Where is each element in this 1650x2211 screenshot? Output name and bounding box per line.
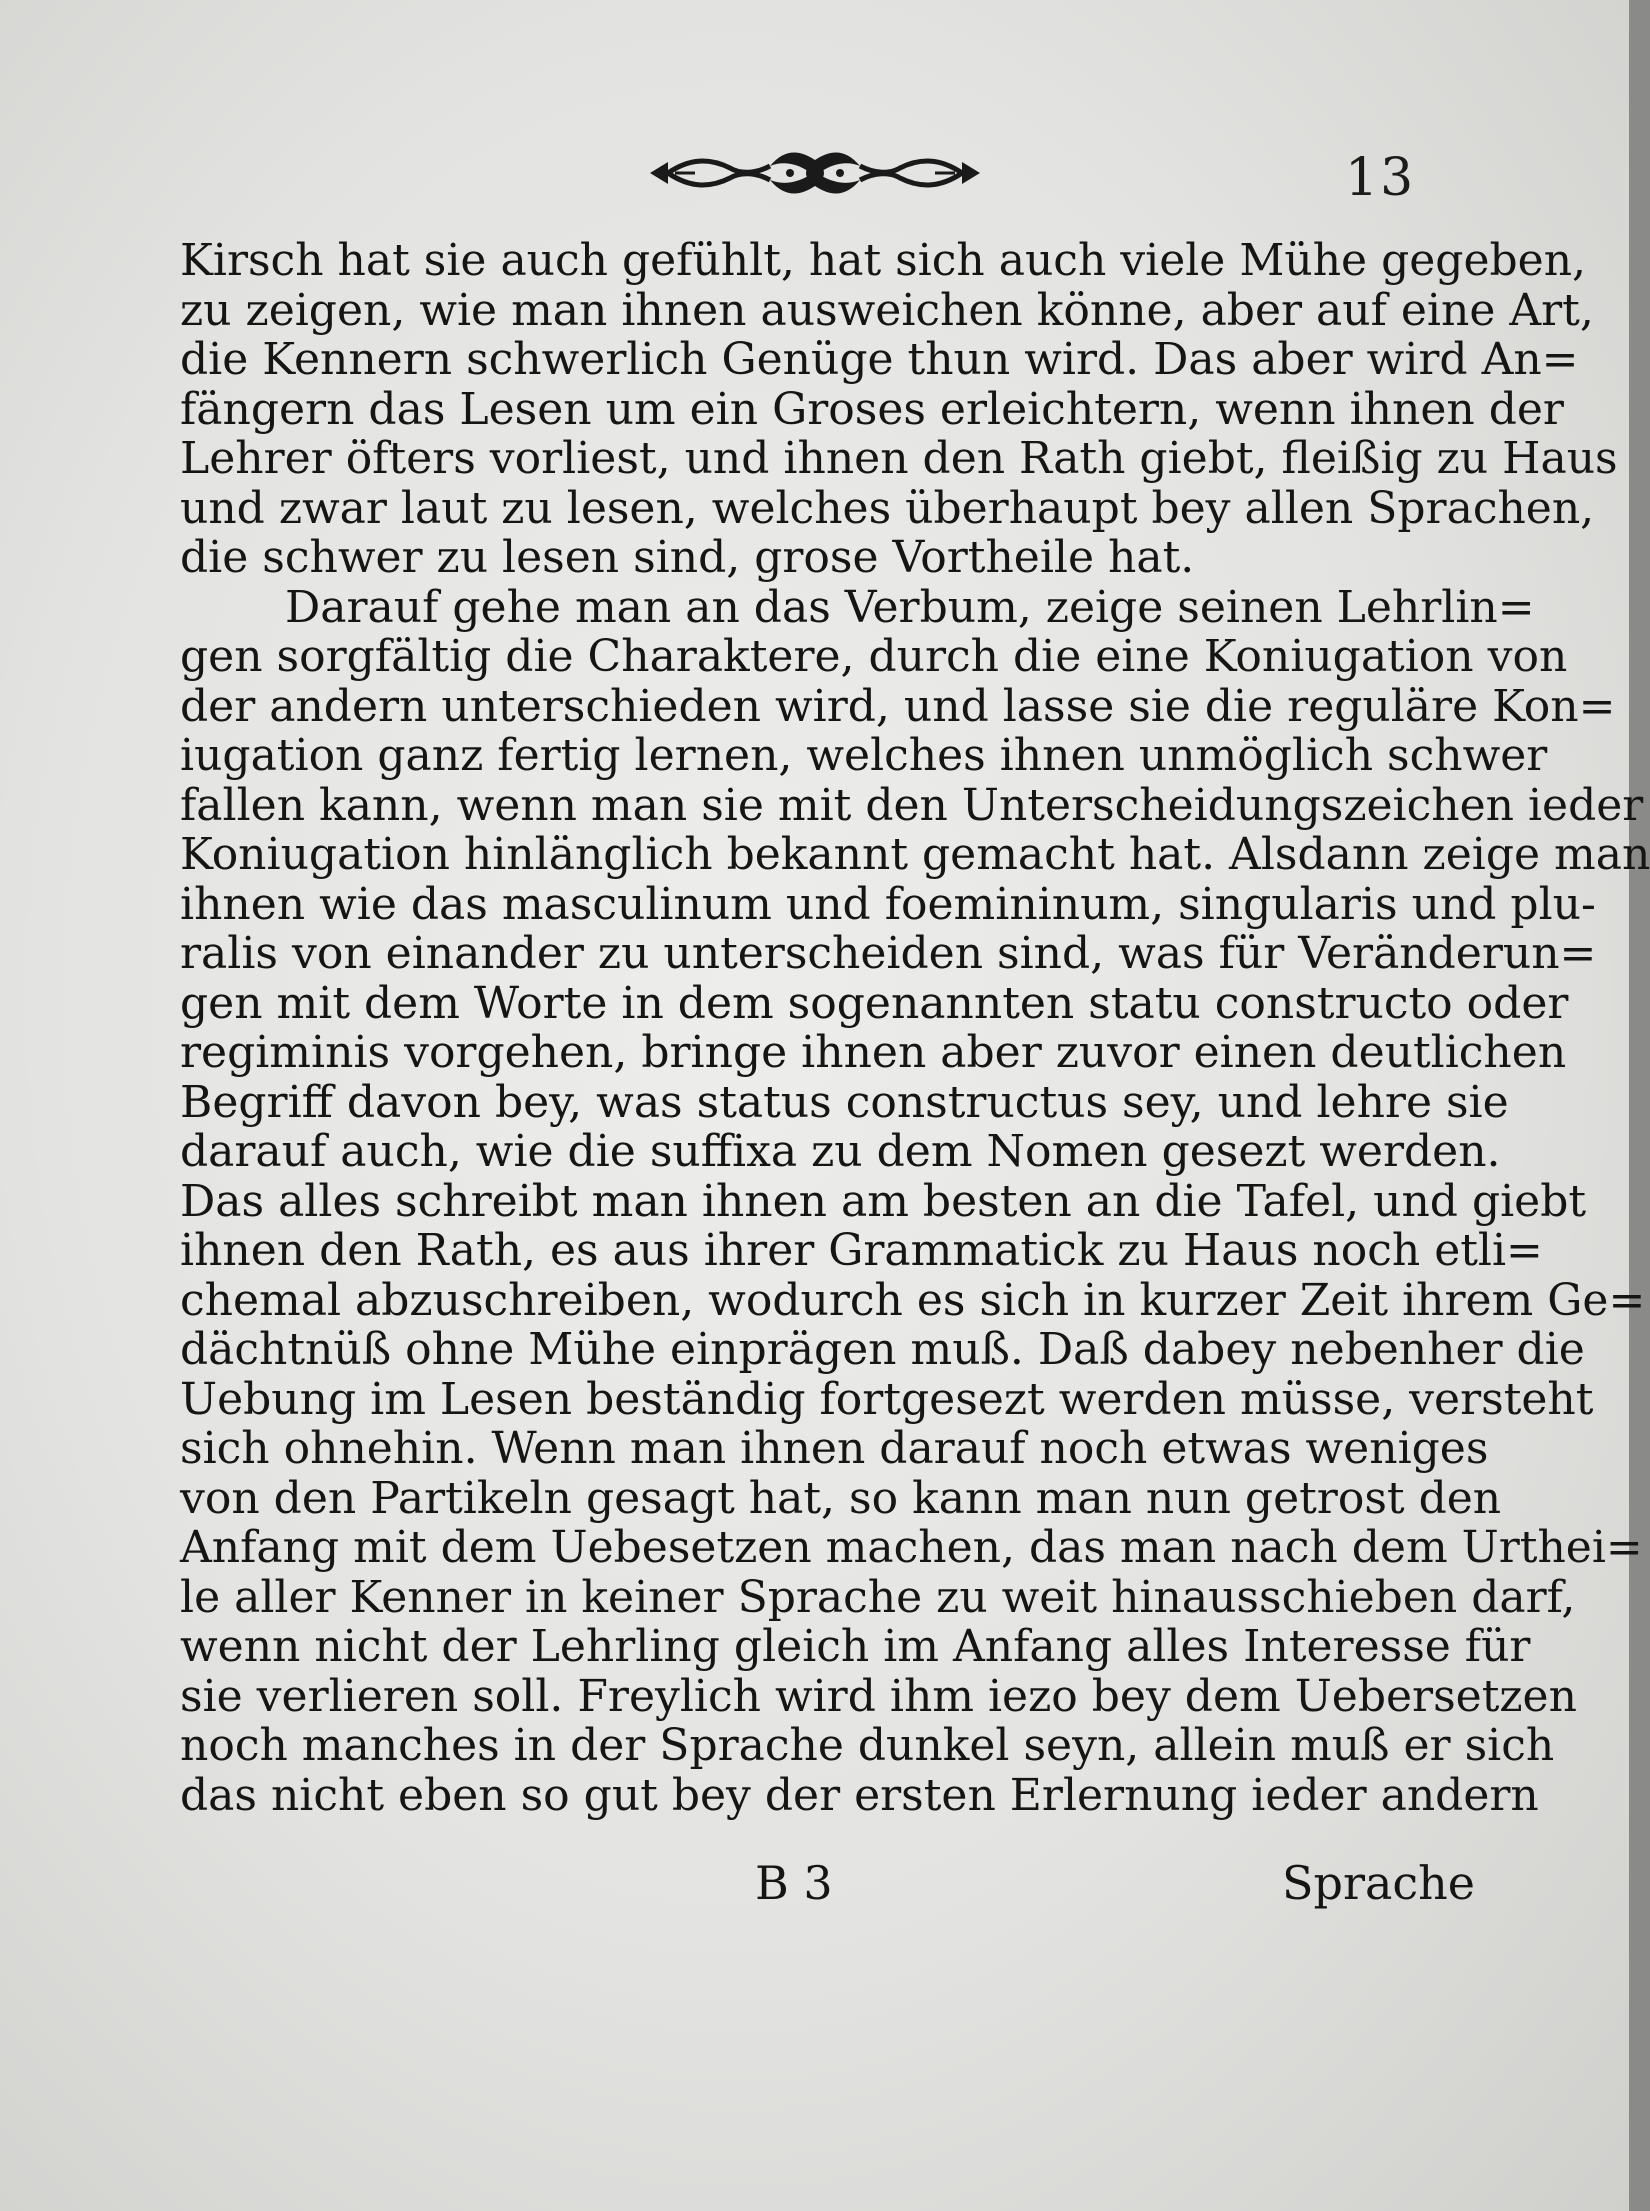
printers-ornament-icon [640, 138, 990, 208]
text-line: gen sorgfältig die Charaktere, durch die eine Koniugation von [180, 631, 1568, 682]
text-line: und zwar laut zu lesen, welches überhaupt bey allen Sprachen, [180, 482, 1595, 534]
text-line: der andern unterschieden wird, und lasse sie die reguläre Kon= [180, 680, 1616, 732]
text-line: von den Partikeln gesagt hat, so kann man nun getrost den [180, 1472, 1502, 1524]
text-line: Lehrer öfters vorliest, und ihnen den Rath giebt, fleißig zu Haus [180, 433, 1618, 484]
text-line: darauf auch, wie die suffixa zu dem Nomen gesezt werden. [180, 1126, 1501, 1177]
text-line: regiminis vorgehen, bringe ihnen aber zuvor einen deutlichen [180, 1027, 1567, 1078]
page-number: 13 [1345, 148, 1416, 208]
text-line: zu zeigen, wie man ihnen ausweichen könne, aber auf eine Art, [180, 284, 1594, 336]
text-line: gen mit dem Worte in dem sogenannten statu constructo oder [180, 977, 1569, 1029]
text-line: die Kennern schwerlich Genüge thun wird. Das aber wird An= [180, 334, 1579, 385]
text-line: Darauf gehe man an das Verbum, zeige seinen Lehrlin= [285, 581, 1535, 633]
body-text [180, 235, 1650, 1821]
text-line: ralis von einander zu unterscheiden sind, was für Veränderun= [180, 928, 1597, 979]
text-line: wenn nicht der Lehrling gleich im Anfang alles Interesse für [180, 1621, 1531, 1672]
text-line: dächtnüß ohne Mühe einprägen muß. Daß dabey nebenher die [180, 1324, 1585, 1375]
text-line: sie verlieren soll. Freylich wird ihm iezo bey dem Uebersetzen [180, 1670, 1577, 1722]
paragraph [180, 235, 1618, 583]
paragraph [180, 581, 1650, 1821]
text-line: chemal abzuschreiben, wodurch es sich in kurzer Zeit ihrem Ge= [180, 1274, 1646, 1326]
text-line: sich ohnehin. Wenn man ihnen darauf noch etwas weniges [180, 1423, 1489, 1474]
catchword: Sprache [1282, 1856, 1475, 1910]
text-line: Uebung im Lesen beständig fortgesezt werden müsse, versteht [180, 1373, 1594, 1425]
text-line: le aller Kenner in keiner Sprache zu weit hinausschieben darf, [180, 1571, 1576, 1623]
text-line: ihnen den Rath, es aus ihrer Grammatick zu Haus noch etli= [180, 1225, 1543, 1276]
text-line: ihnen wie das masculinum und foemininum, singularis und plu- [180, 878, 1596, 930]
text-line: Das alles schreibt man ihnen am besten an die Tafel, und giebt [180, 1175, 1587, 1227]
text-line: fallen kann, wenn man sie mit den Unterscheidungszeichen ieder [180, 779, 1644, 831]
text-line: die schwer zu lesen sind, grose Vortheile hat. [180, 532, 1195, 583]
text-line: Kirsch hat sie auch gefühlt, hat sich auch viele Mühe gegeben, [180, 235, 1587, 286]
text-line: iugation ganz fertig lernen, welches ihnen unmöglich schwer [180, 730, 1548, 781]
signature-mark: B 3 [755, 1856, 833, 1910]
text-line: fängern das Lesen um ein Groses erleichtern, wenn ihnen der [180, 383, 1564, 435]
text-line: das nicht eben so gut bey der ersten Erlernung ieder andern [180, 1769, 1539, 1821]
text-line: noch manches in der Sprache dunkel seyn, allein muß er sich [180, 1720, 1555, 1771]
text-line: Begriff davon bey, was status constructus sey, und lehre sie [180, 1076, 1509, 1128]
text-line: Koniugation hinlänglich bekannt gemacht hat. Alsdann zeige man [180, 829, 1650, 880]
text-line: Anfang mit dem Uebesetzen machen, das man nach dem Urthei= [180, 1522, 1643, 1573]
page-footer [0, 1856, 1629, 1916]
